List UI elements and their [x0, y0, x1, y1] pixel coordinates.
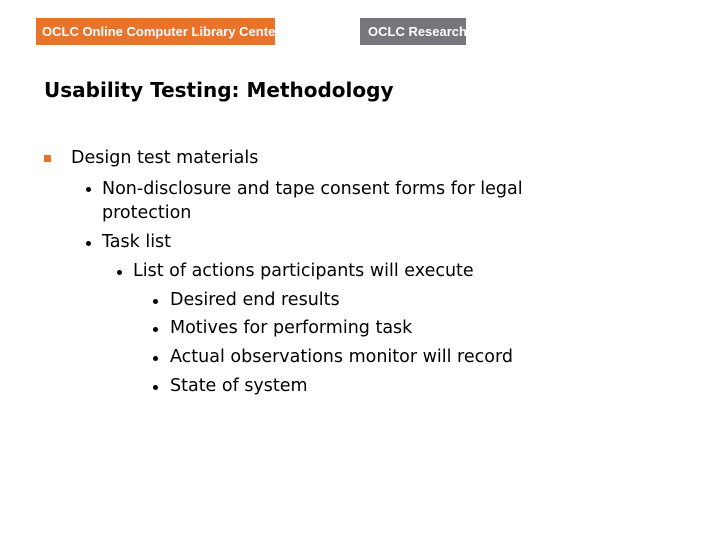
oclc-online-computer-library-center-logo: OCLC Online Computer Library Center: [36, 18, 275, 45]
list-item: Task list: [102, 232, 172, 252]
list-item: Non-disclosure and tape consent forms for legal: [102, 179, 523, 199]
oclc-research-logo: OCLC Research: [360, 18, 466, 45]
round-bullet-icon: [86, 187, 91, 192]
slide-title: Usability Testing: Methodology: [44, 78, 394, 102]
list-item: State of system: [170, 376, 308, 396]
list-item: Motives for performing task: [170, 318, 413, 338]
round-bullet-icon: [153, 385, 158, 390]
round-bullet-icon: [153, 299, 158, 304]
list-item: Design test materials: [71, 148, 259, 168]
round-bullet-icon: [117, 270, 122, 275]
list-item: Actual observations monitor will record: [170, 347, 513, 367]
square-bullet-icon: [44, 155, 51, 162]
round-bullet-icon: [86, 241, 91, 246]
round-bullet-icon: [153, 356, 158, 361]
list-item: List of actions participants will execute: [133, 261, 474, 281]
round-bullet-icon: [153, 327, 158, 332]
list-item: Desired end results: [170, 290, 340, 310]
list-item-continuation: protection: [102, 203, 192, 223]
